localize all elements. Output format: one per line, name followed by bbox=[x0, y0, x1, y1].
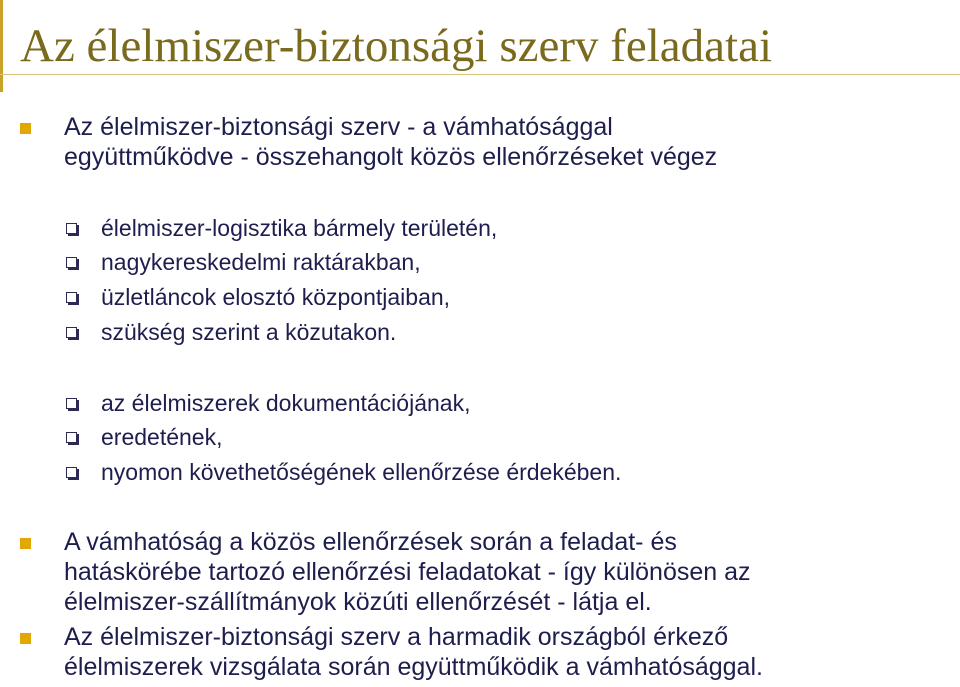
sub-item-label: nyomon követhetőségének ellenőrzése érdekében. bbox=[101, 459, 622, 485]
sub-item-label: eredetének, bbox=[101, 424, 223, 450]
checkbox-bullet-icon bbox=[66, 432, 77, 443]
bullet-line: hatáskörébe tartozó ellenőrzési feladatokat - így különösen az bbox=[64, 558, 751, 586]
bullet-joint-inspections bbox=[20, 112, 940, 172]
checkbox-bullet-icon bbox=[66, 467, 77, 478]
sub-item-roads bbox=[66, 315, 396, 349]
sub-item-traceability bbox=[66, 455, 621, 489]
square-bullet-icon bbox=[20, 633, 31, 644]
sub-item-logistics bbox=[66, 211, 497, 245]
checkbox-bullet-icon bbox=[66, 327, 77, 338]
bullet-line: élelmiszerek vizsgálata során együttműködik a vámhatósággal. bbox=[64, 653, 763, 681]
bullet-line: A vámhatóság a közös ellenőrzések során a feladat- és bbox=[64, 528, 677, 556]
sub-item-label: üzletláncok elosztó központjaiban, bbox=[101, 284, 451, 310]
title-divider bbox=[0, 74, 960, 75]
bullet-text bbox=[64, 527, 751, 617]
sub-item-distribution-centers bbox=[66, 280, 450, 314]
sub-item-origin bbox=[66, 420, 222, 454]
bullet-text bbox=[64, 622, 763, 682]
sub-item-label: élelmiszer-logisztika bármely területén, bbox=[101, 215, 498, 241]
square-bullet-icon bbox=[20, 538, 31, 549]
slide-title: Az élelmiszer-biztonsági szerv feladatai bbox=[20, 20, 772, 72]
sub-item-documentation bbox=[66, 386, 470, 420]
sub-item-label: szükség szerint a közutakon. bbox=[101, 319, 397, 345]
square-bullet-icon bbox=[20, 123, 31, 134]
bullet-line: Az élelmiszer-biztonsági szerv - a vámhatósággal bbox=[64, 113, 613, 141]
sub-item-warehouses bbox=[66, 245, 421, 279]
bullet-line: Az élelmiszer-biztonsági szerv a harmadik országból érkező bbox=[64, 623, 729, 651]
bullet-customs-authority bbox=[20, 527, 940, 617]
bullet-line: együttműködve - összehangolt közös ellenőrzéseket végez bbox=[64, 143, 718, 171]
sub-item-label: az élelmiszerek dokumentációjának, bbox=[101, 390, 471, 416]
bullet-line: élelmiszer-szállítmányok közúti ellenőrzését - látja el. bbox=[64, 588, 652, 616]
left-accent-rule bbox=[0, 0, 3, 92]
checkbox-bullet-icon bbox=[66, 292, 77, 303]
checkbox-bullet-icon bbox=[66, 398, 77, 409]
checkbox-bullet-icon bbox=[66, 223, 77, 234]
sub-item-label: nagykereskedelmi raktárakban, bbox=[101, 249, 421, 275]
bullet-third-country bbox=[20, 622, 940, 682]
bullet-text bbox=[64, 112, 717, 172]
checkbox-bullet-icon bbox=[66, 257, 77, 268]
